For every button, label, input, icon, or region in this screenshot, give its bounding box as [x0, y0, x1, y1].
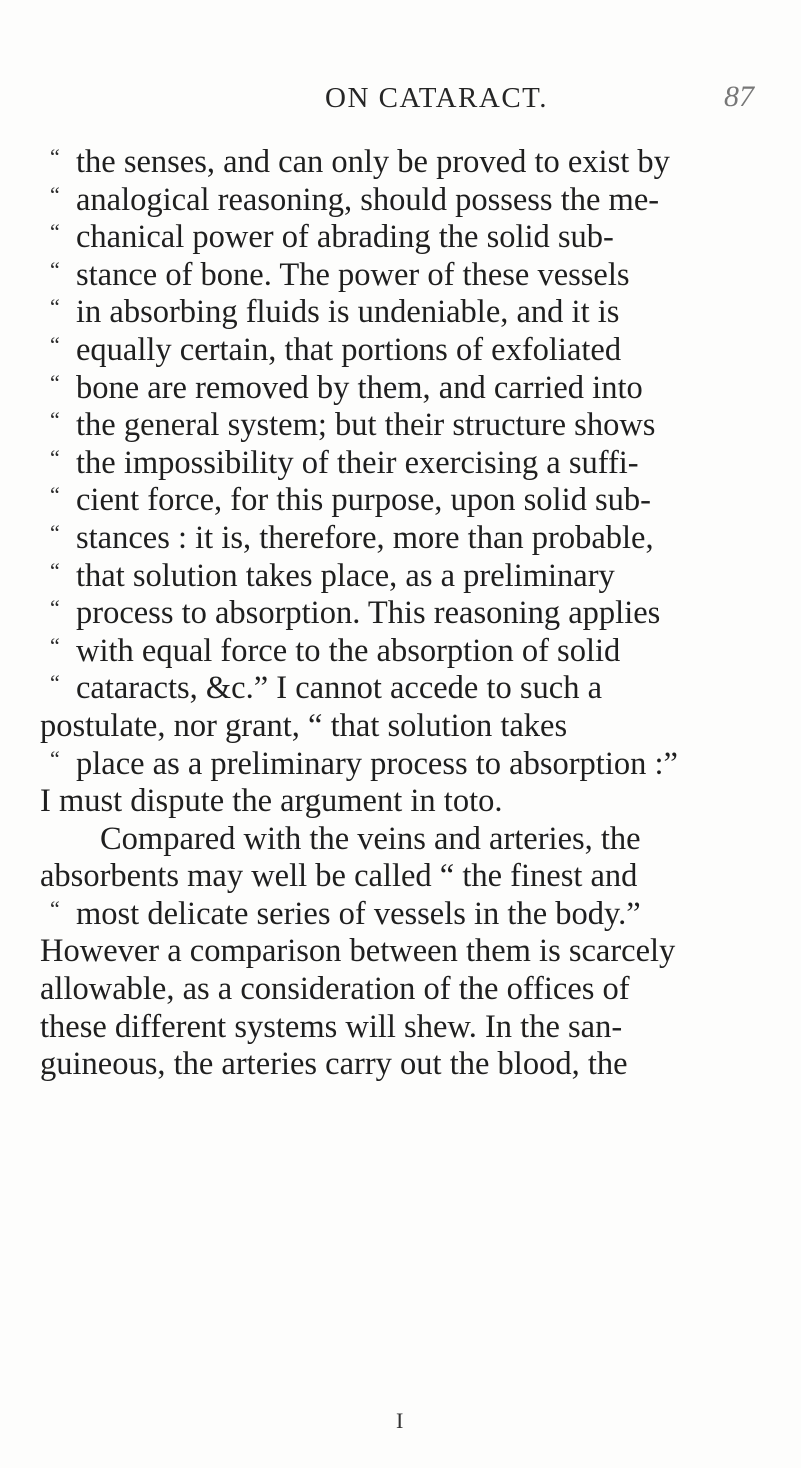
line-text: I must dispute the argument in toto.: [40, 783, 503, 820]
line-text: these different systems will shew. In the san-: [40, 1008, 623, 1045]
line-text: process to absorption. This reasoning applies: [76, 595, 661, 632]
line-text: Compared with the veins and arteries, the: [100, 820, 641, 857]
line-text: absorbents may well be called “ the finest and: [40, 858, 638, 895]
text-line: [40, 595, 801, 633]
line-text: chanical power of abrading the solid sub-: [76, 219, 614, 256]
line-text: analogical reasoning, should possess the me-: [76, 181, 660, 218]
signature-mark: I: [396, 1408, 404, 1433]
line-text: that solution takes place, as a preliminary: [76, 557, 615, 594]
text-line: [40, 182, 801, 220]
text-line: [40, 370, 801, 408]
open-quote-mark: “: [50, 895, 60, 921]
text-line: [40, 520, 801, 558]
page-number: 87: [724, 80, 754, 113]
text-line: [40, 633, 801, 671]
body-text: [40, 144, 800, 1084]
text-line: [40, 482, 801, 520]
open-quote-mark: “: [50, 745, 60, 771]
text-line: [40, 858, 800, 896]
text-line: [40, 783, 800, 821]
open-quote-mark: “: [50, 144, 60, 169]
line-text: bone are removed by them, and carried into: [76, 369, 643, 406]
text-line: [40, 708, 800, 746]
line-text: with equal force to the absorption of solid: [76, 632, 621, 669]
open-quote-mark: “: [50, 557, 60, 583]
text-line: [40, 821, 801, 859]
open-quote-mark: “: [50, 444, 60, 470]
text-line: [40, 971, 800, 1009]
open-quote-mark: “: [50, 519, 60, 545]
open-quote-mark: “: [50, 407, 60, 433]
page-title: ON CATARACT.: [325, 82, 548, 114]
line-text: the impossibility of their exercising a suffi-: [76, 444, 639, 481]
text-line: [40, 407, 801, 445]
text-line: [40, 933, 800, 971]
text-line: [40, 219, 801, 257]
line-text: the senses, and can only be proved to exist by: [76, 144, 670, 180]
line-text: in absorbing fluids is undeniable, and it is: [76, 294, 620, 331]
text-line: [40, 144, 801, 182]
open-quote-mark: “: [50, 256, 60, 282]
line-text: stance of bone. The power of these vessels: [76, 256, 630, 293]
open-quote-mark: “: [50, 482, 60, 508]
text-line: [40, 332, 801, 370]
text-line: [40, 257, 801, 295]
text-line: [40, 896, 801, 934]
line-text: stances : it is, therefore, more than probable,: [76, 519, 654, 556]
open-quote-mark: “: [50, 331, 60, 357]
line-text: guineous, the arteries carry out the blood, the: [40, 1046, 628, 1083]
running-head: [0, 82, 801, 122]
text-line: [40, 1046, 800, 1084]
line-text: the general system; but their structure shows: [76, 407, 656, 444]
line-text: However a comparison between them is scarcely: [40, 933, 676, 970]
open-quote-mark: “: [50, 369, 60, 395]
line-text: most delicate series of vessels in the body.”: [76, 895, 641, 932]
line-text: allowable, as a consideration of the offices of: [40, 971, 630, 1008]
open-quote-mark: “: [50, 294, 60, 320]
open-quote-mark: “: [50, 632, 60, 658]
text-line: [40, 445, 801, 483]
line-text: place as a preliminary process to absorption :”: [76, 745, 678, 782]
text-line: [40, 746, 801, 784]
text-line: [40, 558, 801, 596]
open-quote-mark: “: [50, 670, 60, 696]
open-quote-mark: “: [50, 219, 60, 245]
text-line: [40, 670, 801, 708]
line-text: postulate, nor grant, “ that solution takes: [40, 707, 568, 744]
line-text: cataracts, &c.” I cannot accede to such a: [76, 670, 603, 707]
line-text: cient force, for this purpose, upon solid sub-: [76, 482, 651, 519]
open-quote-mark: “: [50, 181, 60, 207]
text-line: [40, 1009, 800, 1047]
open-quote-mark: “: [50, 595, 60, 621]
text-line: [40, 294, 801, 332]
line-text: equally certain, that portions of exfoliated: [76, 331, 622, 368]
